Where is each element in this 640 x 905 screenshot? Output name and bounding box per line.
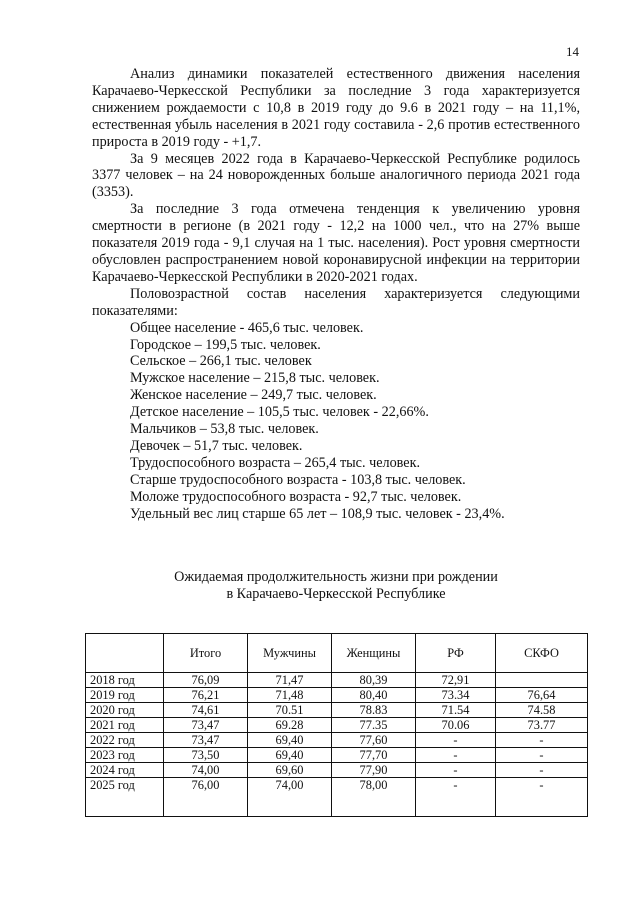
year-cell: 2023 год	[86, 748, 164, 763]
table-row	[86, 763, 588, 778]
list-item: Общее население - 465,6 тыс. человек.	[130, 319, 364, 336]
total-cell: 73,47	[164, 718, 248, 733]
list-item: Девочек – 51,7 тыс. человек.	[130, 437, 303, 454]
list-item: Трудоспособного возраста – 265,4 тыс. человек.	[130, 454, 421, 471]
women-cell: 77.35	[332, 718, 416, 733]
header-total: Итого	[164, 634, 248, 673]
men-cell: 69,60	[248, 763, 332, 778]
women-cell: 78,00	[332, 778, 416, 817]
men-cell: 71,47	[248, 673, 332, 688]
year-cell: 2025 год	[86, 778, 164, 817]
table-row	[86, 703, 588, 718]
page-number: 14	[566, 44, 579, 59]
women-cell: 80,40	[332, 688, 416, 703]
total-cell: 76,21	[164, 688, 248, 703]
rf-cell: 72,91	[416, 673, 496, 688]
total-cell: 76,09	[164, 673, 248, 688]
table-title-line-2: в Карачаево-Черкесской Республике	[226, 586, 446, 602]
header-year	[86, 634, 164, 673]
paragraph-population-intro: Половозрастной состав населения характеризуется следующими показателями:	[92, 285, 580, 319]
table-row	[86, 778, 588, 817]
skfo-cell: -	[496, 778, 588, 817]
list-item: Мужское население – 215,8 тыс. человек.	[130, 370, 380, 387]
rf-cell: 70.06	[416, 718, 496, 733]
table-title-line-1: Ожидаемая продолжительность жизни при рождении	[174, 569, 498, 585]
year-cell: 2024 год	[86, 763, 164, 778]
rf-cell: -	[416, 763, 496, 778]
population-list	[92, 320, 580, 523]
rf-cell: 71.54	[416, 703, 496, 718]
header-men: Мужчины	[248, 634, 332, 673]
life-expectancy-table	[85, 633, 588, 817]
rf-cell: -	[416, 733, 496, 748]
skfo-cell: 73.77	[496, 718, 588, 733]
rf-cell: -	[416, 778, 496, 817]
table-row	[86, 733, 588, 748]
table-row	[86, 718, 588, 733]
year-cell: 2022 год	[86, 733, 164, 748]
skfo-cell: 76,64	[496, 688, 588, 703]
women-cell: 77,90	[332, 763, 416, 778]
skfo-cell: -	[496, 748, 588, 763]
list-item: Сельское – 266,1 тыс. человек	[130, 353, 312, 370]
year-cell: 2018 год	[86, 673, 164, 688]
table-row	[86, 688, 588, 703]
skfo-cell: -	[496, 733, 588, 748]
list-item: Старше трудоспособного возраста - 103,8 тыс. человек.	[130, 471, 466, 488]
paragraph-mortality: За последние 3 года отмечена тенденция к увеличению уровня смертности в регионе (в 2021 году - 12,2 на 1000 чел., что на 27% выше показателя 2019 года - 9,1 случая на 1 тыс. населения). Рост уровня смертности обусловлен распространением новой коронавирусной инфекции на территории Карачаево-Черкесской Республики в 2020-2021 годах.	[92, 201, 580, 285]
men-cell: 69,40	[248, 733, 332, 748]
total-cell: 74,00	[164, 763, 248, 778]
total-cell: 73,50	[164, 748, 248, 763]
total-cell: 74,61	[164, 703, 248, 718]
skfo-cell: 74.58	[496, 703, 588, 718]
men-cell: 70.51	[248, 703, 332, 718]
women-cell: 78.83	[332, 703, 416, 718]
skfo-cell: -	[496, 763, 588, 778]
header-skfo: СКФО	[496, 634, 588, 673]
rf-cell: -	[416, 748, 496, 763]
total-cell: 73,47	[164, 733, 248, 748]
women-cell: 77,70	[332, 748, 416, 763]
paragraph-birth-rate: Анализ динамики показателей естественного движения населения Карачаево-Черкесской Республики за последние 3 года характеризуется снижением рождаемости с 10,8 в 2019 году до 9.6 в 2021 году – на 11,1%, естественная убыль населения в 2021 году составила - 2,6 против естественного прироста в 2019 году - +1,7.	[92, 66, 580, 150]
table-row	[86, 748, 588, 763]
body-text	[92, 66, 580, 522]
table-title	[92, 569, 580, 603]
rf-cell: 73.34	[416, 688, 496, 703]
paragraph-births-2022: За 9 месяцев 2022 года в Карачаево-Черкесской Республике родилось 3377 человек – на 24 новорожденных больше аналогичного периода 2021 года (3353).	[92, 150, 580, 201]
men-cell: 71,48	[248, 688, 332, 703]
list-item: Городское – 199,5 тыс. человек.	[130, 336, 321, 353]
men-cell: 69,40	[248, 748, 332, 763]
year-cell: 2019 год	[86, 688, 164, 703]
skfo-cell	[496, 673, 588, 688]
table-header-row	[86, 634, 588, 673]
year-cell: 2021 год	[86, 718, 164, 733]
women-cell: 80,39	[332, 673, 416, 688]
list-item: Детское население – 105,5 тыс. человек - 22,66%.	[130, 404, 429, 421]
year-cell: 2020 год	[86, 703, 164, 718]
list-item: Удельный вес лиц старше 65 лет – 108,9 тыс. человек - 23,4%.	[130, 505, 505, 522]
women-cell: 77,60	[332, 733, 416, 748]
header-women: Женщины	[332, 634, 416, 673]
table-row	[86, 673, 588, 688]
header-rf: РФ	[416, 634, 496, 673]
men-cell: 69.28	[248, 718, 332, 733]
list-item: Моложе трудоспособного возраста - 92,7 тыс. человек.	[130, 488, 462, 505]
list-item: Мальчиков – 53,8 тыс. человек.	[130, 421, 319, 438]
men-cell: 74,00	[248, 778, 332, 817]
total-cell: 76,00	[164, 778, 248, 817]
list-item: Женское население – 249,7 тыс. человек.	[130, 387, 377, 404]
